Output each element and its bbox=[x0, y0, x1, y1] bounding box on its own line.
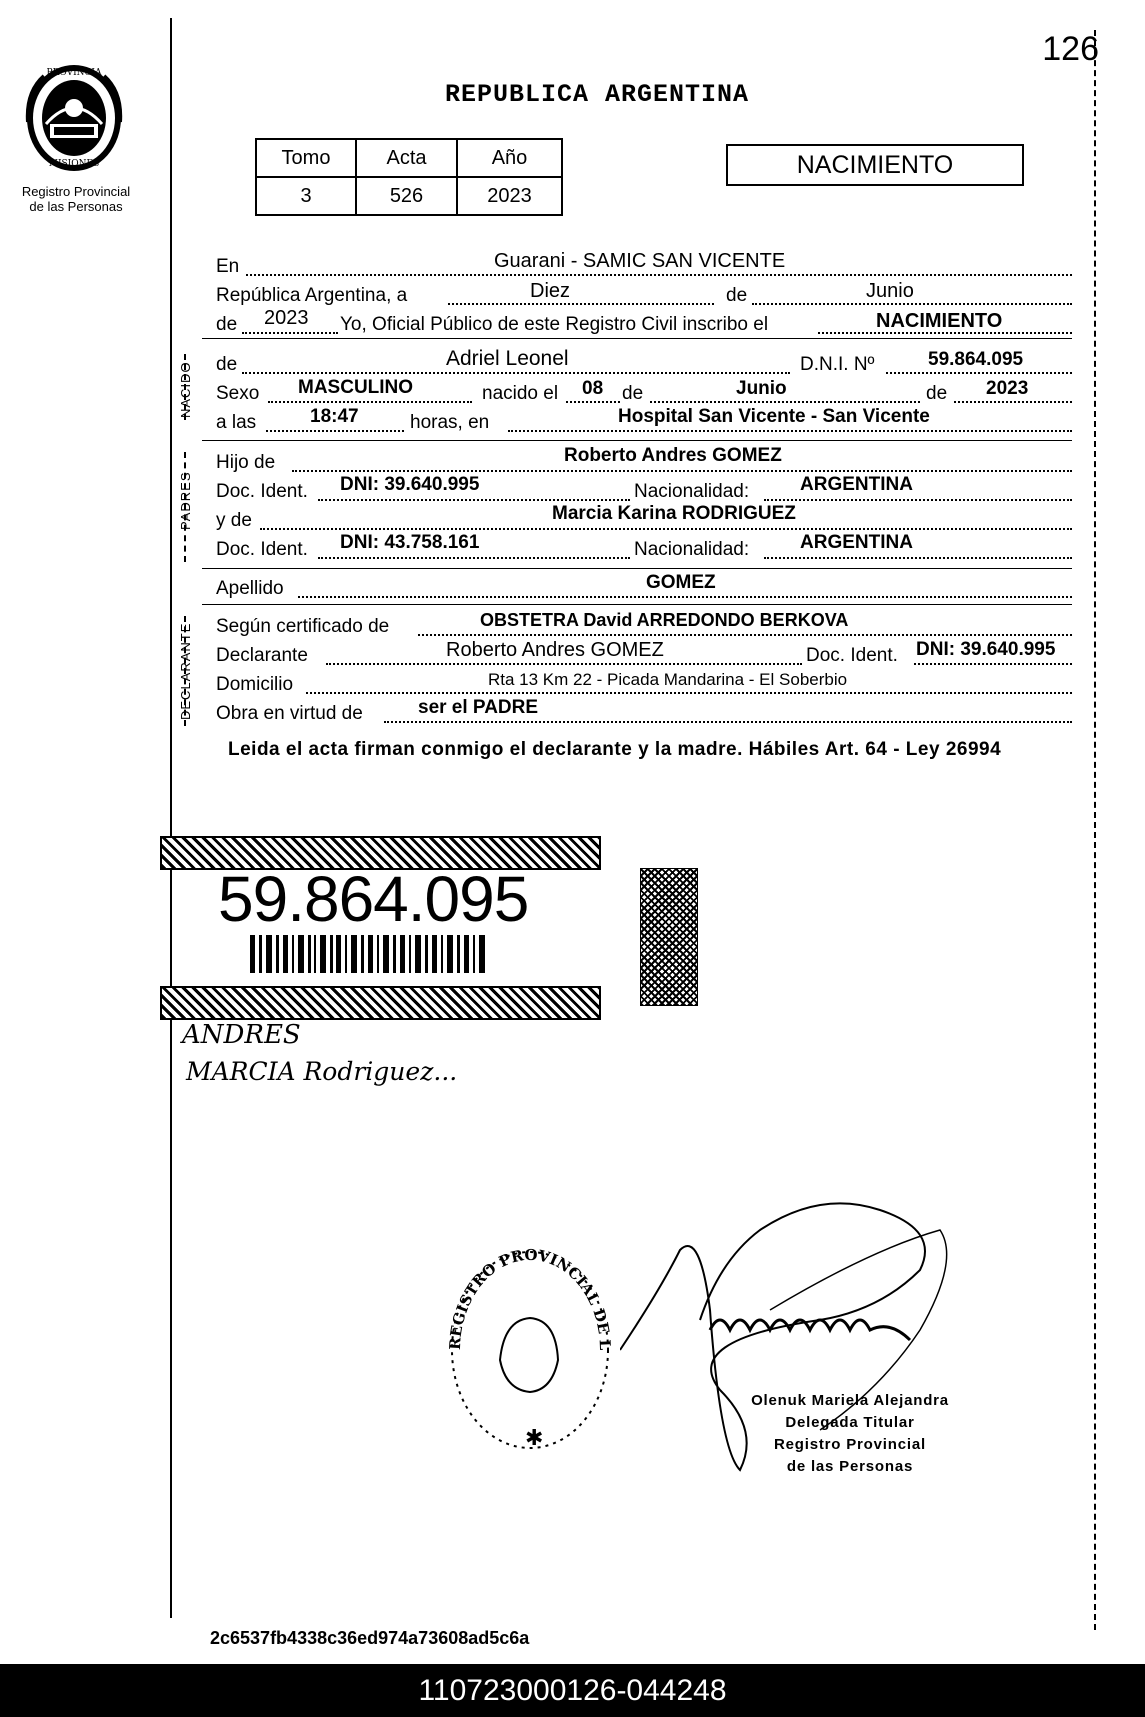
mes-nacido: Junio bbox=[736, 378, 787, 399]
svg-text:PROVINCIA: PROVINCIA bbox=[46, 68, 102, 78]
header-anio: Año bbox=[457, 139, 562, 177]
document-hash: 2c6537fb4338c36ed974a73608ad5c6a bbox=[210, 1628, 530, 1648]
dotted-line bbox=[298, 596, 1072, 598]
madre-nombre: Marcia Karina RODRIGUEZ bbox=[552, 503, 796, 524]
dotted-line bbox=[448, 303, 714, 305]
signatory-org-line2: de las Personas bbox=[786, 1458, 914, 1475]
declarante-label: Declarante bbox=[216, 645, 308, 666]
padre-doc: DNI: 39.640.995 bbox=[340, 474, 480, 495]
value-acta: 526 bbox=[356, 177, 457, 215]
header-acta: Acta bbox=[356, 139, 457, 177]
madre-doc: DNI: 43.758.161 bbox=[340, 532, 480, 553]
section-divider bbox=[202, 568, 1072, 569]
dotted-line bbox=[242, 372, 790, 374]
padre-nac-label: Nacionalidad: bbox=[634, 481, 750, 502]
security-band-bottom bbox=[160, 986, 601, 1020]
signatory-title: Delegada Titular bbox=[785, 1414, 915, 1431]
document-title: REPUBLICA ARGENTINA bbox=[445, 80, 750, 109]
madre-nacionalidad: ARGENTINA bbox=[800, 532, 913, 553]
obra-label: Obra en virtud de bbox=[216, 703, 363, 724]
header-tomo: Tomo bbox=[256, 139, 356, 177]
dotted-line bbox=[764, 557, 1072, 559]
section-divider bbox=[202, 338, 1072, 339]
section-divider bbox=[202, 604, 1072, 605]
security-hologram bbox=[640, 868, 698, 1006]
dia-acta: Diez bbox=[530, 280, 571, 302]
dia-nacido: 08 bbox=[582, 378, 604, 399]
handwritten-signature-mother: MARCIA Rodriguez... bbox=[186, 1057, 458, 1086]
horas-label: horas, en bbox=[410, 412, 490, 433]
de-label-3: de bbox=[926, 383, 948, 404]
signature-block bbox=[720, 1390, 980, 1478]
logo-caption: Registro Provincial de las Personas bbox=[21, 184, 131, 214]
dotted-line bbox=[266, 430, 404, 432]
certificado-value: OBSTETRA David ARREDONDO BERKOVA bbox=[480, 610, 849, 630]
nombre-nacido: Adriel Leonel bbox=[446, 347, 569, 370]
record-table bbox=[255, 138, 563, 216]
record-type-box: NACIMIENTO bbox=[726, 144, 1024, 186]
nacido-el-label: nacido el bbox=[482, 383, 559, 404]
dotted-line bbox=[914, 663, 1072, 665]
value-tomo: 3 bbox=[256, 177, 356, 215]
hora-nacido: 18:47 bbox=[310, 406, 359, 427]
padre-nombre: Roberto Andres GOMEZ bbox=[564, 445, 782, 466]
hora-label: a las bbox=[216, 412, 257, 433]
dotted-line bbox=[260, 528, 1072, 530]
declarante-doc-label: Doc. Ident. bbox=[806, 645, 898, 666]
padre-doc-label: Doc. Ident. bbox=[216, 481, 308, 502]
dotted-line bbox=[886, 372, 1072, 374]
dotted-line bbox=[246, 274, 1072, 276]
anio-acta: 2023 bbox=[264, 307, 309, 329]
left-margin-rule bbox=[170, 18, 172, 1618]
dotted-line bbox=[954, 401, 1072, 403]
right-margin-rule bbox=[1094, 30, 1096, 1630]
oficial-text: Yo, Oficial Público de este Registro Civil inscribo el bbox=[340, 314, 769, 335]
signatory-name: Olenuk Mariela Alejandra bbox=[751, 1392, 949, 1409]
lugar-acta: Guarani - SAMIC SAN VICENTE bbox=[494, 250, 786, 272]
apellido-value: GOMEZ bbox=[646, 572, 716, 593]
inscribo-value: NACIMIENTO bbox=[876, 310, 1003, 332]
page-number: 126 bbox=[1042, 30, 1099, 68]
certificado-label: Según certificado de bbox=[216, 616, 390, 637]
sexo-value: MASCULINO bbox=[298, 377, 414, 398]
signatory-org-line1: Registro Provincial bbox=[774, 1436, 926, 1453]
dni-nacido: 59.864.095 bbox=[928, 349, 1024, 370]
padre-nacionalidad: ARGENTINA bbox=[800, 474, 913, 495]
dni-label: D.N.I. Nº bbox=[800, 354, 875, 375]
dotted-line bbox=[384, 721, 1072, 723]
anio-nacido: 2023 bbox=[986, 378, 1029, 399]
dotted-line bbox=[566, 401, 620, 403]
dotted-line bbox=[764, 499, 1072, 501]
svg-text:✱: ✱ bbox=[525, 1425, 544, 1450]
domicilio-value: Rta 13 Km 22 - Picada Mandarina - El Soberbio bbox=[488, 670, 848, 689]
dotted-line bbox=[752, 303, 1072, 305]
republica-label: República Argentina, a bbox=[216, 285, 408, 306]
dotted-line bbox=[292, 470, 1072, 472]
value-anio: 2023 bbox=[457, 177, 562, 215]
declarante-nombre: Roberto Andres GOMEZ bbox=[446, 639, 664, 661]
footer-code-bar: 110723000126-044248 bbox=[0, 1664, 1145, 1717]
svg-text:MISIONES: MISIONES bbox=[48, 159, 100, 169]
sexo-label: Sexo bbox=[216, 383, 260, 404]
closing-text: Leida el acta firman conmigo el declarante y la madre. Hábiles Art. 64 - Ley 26994 bbox=[228, 739, 1002, 760]
provincial-seal-logo bbox=[24, 62, 124, 174]
dotted-line bbox=[326, 663, 802, 665]
nacido-de-label: de bbox=[216, 354, 238, 375]
dotted-line bbox=[318, 499, 630, 501]
domicilio-label: Domicilio bbox=[216, 674, 294, 695]
dotted-line bbox=[242, 332, 338, 334]
dotted-line bbox=[318, 557, 630, 559]
dotted-line bbox=[418, 634, 1072, 636]
section-divider bbox=[202, 440, 1072, 441]
dotted-line bbox=[650, 401, 920, 403]
madre-doc-label: Doc. Ident. bbox=[216, 539, 308, 560]
lugar-nacimiento: Hospital San Vicente - San Vicente bbox=[618, 406, 930, 427]
barcode bbox=[250, 935, 490, 973]
de-label-2: de bbox=[622, 383, 644, 404]
svg-text:REGISTRO PROVINCIAL DE LAS PER: REGISTRO PROVINCIAL DE L bbox=[445, 1245, 615, 1351]
dotted-line bbox=[306, 692, 1072, 694]
dotted-line bbox=[268, 401, 472, 403]
dni-stamp-number: 59.864.095 bbox=[218, 863, 529, 935]
obra-value: ser el PADRE bbox=[418, 697, 539, 718]
apellido-label: Apellido bbox=[216, 578, 284, 599]
handwritten-signature-father: ANDRES bbox=[182, 1020, 301, 1050]
declarante-doc: DNI: 39.640.995 bbox=[916, 639, 1056, 660]
madre-nac-label: Nacionalidad: bbox=[634, 539, 750, 560]
de-label: de bbox=[726, 285, 748, 306]
yde-label: y de bbox=[216, 510, 252, 531]
en-label: En bbox=[216, 256, 240, 277]
anio-prefix: de bbox=[216, 314, 238, 335]
official-seal bbox=[440, 1240, 620, 1460]
hijo-label: Hijo de bbox=[216, 452, 276, 473]
dotted-line bbox=[508, 430, 1072, 432]
mes-acta: Junio bbox=[866, 280, 914, 302]
